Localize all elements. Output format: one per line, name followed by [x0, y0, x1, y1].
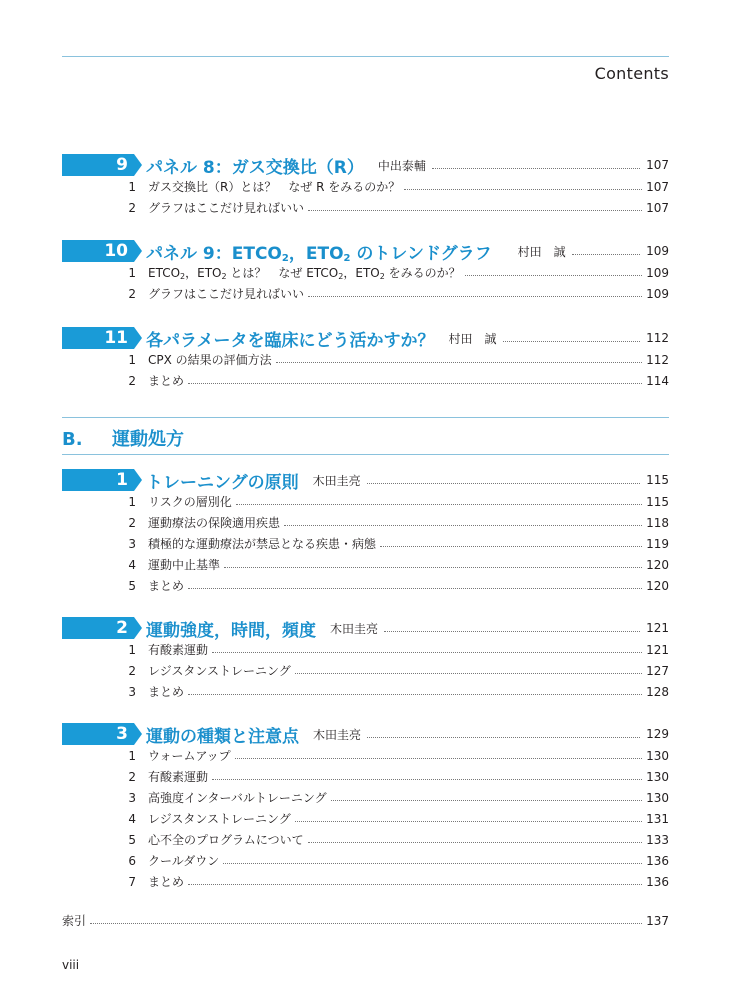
chevron-right-icon [134, 327, 142, 349]
toc-entry[interactable] [62, 283, 669, 304]
chapter-10[interactable] [62, 240, 669, 304]
entry-title: 心不全のプログラムについて [148, 833, 304, 847]
entry-title: レジスタンストレーニング [148, 664, 291, 678]
chapter-9[interactable] [62, 154, 669, 218]
section-letter: B. [62, 429, 83, 450]
dot-leader [308, 296, 642, 297]
entry-number: 1 [128, 179, 136, 194]
dot-leader [331, 800, 642, 801]
dot-leader [224, 567, 642, 568]
entry-number: 3 [128, 790, 136, 805]
dot-leader [308, 210, 642, 211]
dot-leader [284, 525, 642, 526]
chevron-right-icon [134, 469, 142, 491]
toc-entry[interactable] [62, 575, 669, 596]
entry-page: 131 [646, 811, 669, 826]
index-label: 索引 [62, 914, 87, 928]
chapter-page: 107 [646, 158, 669, 172]
entry-number: 6 [128, 853, 136, 868]
chapter-heading[interactable] [62, 617, 669, 639]
entry-number: 1 [128, 642, 136, 657]
entry-page: 114 [646, 373, 669, 388]
toc-entry[interactable] [62, 745, 669, 766]
entry-number: 2 [128, 515, 136, 530]
chevron-right-icon [134, 723, 142, 745]
dot-leader [367, 737, 640, 738]
entry-number: 1 [128, 265, 136, 280]
toc-entry[interactable] [62, 370, 669, 391]
chapter-number-bar: 2 [62, 617, 134, 639]
dot-leader [223, 863, 642, 864]
chapter-author: 木田圭亮 [312, 473, 361, 488]
entry-title: グラフはここだけ見ればいい [148, 201, 305, 215]
chapter-title: 運動の種類と注意点 [146, 726, 299, 747]
chapter-heading[interactable] [62, 327, 669, 349]
dot-leader [188, 884, 642, 885]
chapter-title: パネル 9：$ETCO_2$，$ETO_2$ のトレンドグラフ [146, 243, 492, 264]
toc-entry[interactable] [62, 660, 669, 681]
entry-page: 127 [646, 663, 669, 678]
entry-page: 136 [646, 874, 669, 889]
entry-title: 高強度インターバルトレーニング [148, 791, 327, 805]
chapter-page: 129 [646, 727, 669, 741]
chevron-right-icon [134, 154, 142, 176]
toc-entry[interactable] [62, 349, 669, 370]
toc-entry[interactable] [62, 512, 669, 533]
entry-title: クールダウン [148, 854, 220, 868]
chapter-heading[interactable] [62, 240, 669, 262]
dot-leader [432, 168, 640, 169]
chapter-page: 115 [646, 473, 669, 487]
chapter-author: 木田圭亮 [313, 727, 362, 742]
entry-title: まとめ [148, 579, 185, 593]
entry-number: 1 [128, 748, 136, 763]
toc-entry[interactable] [62, 766, 669, 787]
entry-number: 5 [128, 832, 136, 847]
chapter-b3[interactable] [62, 723, 669, 892]
dot-leader [90, 923, 642, 924]
entry-title: まとめ [148, 685, 185, 699]
dot-leader [404, 189, 642, 190]
dot-leader [212, 652, 642, 653]
dot-leader [465, 275, 642, 276]
dot-leader [212, 779, 642, 780]
section-rule-top [62, 417, 669, 418]
entry-number: 7 [128, 874, 136, 889]
chapter-number-bar: 10 [62, 240, 134, 262]
chapter-number-bar: 11 [62, 327, 134, 349]
dot-leader [384, 631, 640, 632]
chapter-title: トレーニングの原則 [146, 472, 299, 493]
index-page: 137 [646, 913, 669, 928]
chapter-page: 109 [646, 244, 669, 258]
toc-entry[interactable] [62, 533, 669, 554]
entry-title: 積極的な運動療法が禁忌となる疾患・病態 [148, 537, 377, 551]
entry-page: 128 [646, 684, 669, 699]
entry-page: 112 [646, 352, 669, 367]
header-rule [62, 56, 669, 57]
entry-number: 1 [128, 494, 136, 509]
dot-leader [380, 546, 642, 547]
toc-entry[interactable] [62, 491, 669, 512]
chapter-number-bar: 3 [62, 723, 134, 745]
entry-number: 2 [128, 200, 136, 215]
entry-title: $ETCO_2$，$ETO_2$ とは？ なぜ $ETCO_2$，$ETO_2$ をみるのか？ [148, 266, 461, 281]
section-title: 運動処方 [112, 429, 184, 450]
chapter-number-bar: 9 [62, 154, 134, 176]
chapter-heading[interactable] [62, 469, 669, 491]
chapter-11[interactable] [62, 327, 669, 391]
entry-title: 有酸素運動 [148, 643, 209, 657]
entry-page: 121 [646, 642, 669, 657]
entry-page: 107 [646, 179, 669, 194]
chapter-author: 中出泰輔 [377, 158, 426, 173]
chapter-number-bar: 1 [62, 469, 134, 491]
entry-page: 109 [646, 286, 669, 301]
dot-leader [295, 821, 642, 822]
toc-entry[interactable] [62, 808, 669, 829]
dot-leader [503, 341, 641, 342]
page-folio: viii [62, 958, 80, 972]
entry-page: 133 [646, 832, 669, 847]
chapter-author: 村田 誠 [448, 331, 497, 346]
toc-entry[interactable] [62, 262, 669, 283]
chevron-right-icon [134, 617, 142, 639]
toc-entry[interactable] [62, 681, 669, 702]
entry-title: ガス交換比（R）とは？ なぜ R をみるのか？ [148, 180, 401, 194]
chapter-page: 121 [646, 621, 669, 635]
chapter-heading[interactable] [62, 154, 669, 176]
dot-leader [236, 504, 642, 505]
dot-leader [572, 254, 640, 255]
dot-leader [188, 588, 642, 589]
toc-entry[interactable] [62, 829, 669, 850]
chevron-right-icon [134, 240, 142, 262]
entry-number: 5 [128, 578, 136, 593]
entry-title: ウォームアップ [148, 749, 231, 763]
toc-entry[interactable] [62, 850, 669, 871]
section-rule-bottom [62, 454, 669, 455]
dot-leader [367, 483, 640, 484]
toc-entry[interactable] [62, 176, 669, 197]
entry-page: 136 [646, 853, 669, 868]
toc-entry[interactable] [62, 787, 669, 808]
dot-leader [295, 673, 642, 674]
entry-number: 2 [128, 663, 136, 678]
entry-title: グラフはここだけ見ればいい [148, 287, 305, 301]
entry-number: 2 [128, 286, 136, 301]
dot-leader [188, 383, 642, 384]
entry-title: 運動療法の保険適用疾患 [148, 516, 281, 530]
entry-title: 運動中止基準 [148, 558, 221, 572]
entry-number: 1 [128, 352, 136, 367]
entry-number: 2 [128, 373, 136, 388]
entry-title: まとめ [148, 875, 185, 889]
chapter-author: 村田 誠 [517, 244, 566, 259]
entry-number: 3 [128, 684, 136, 699]
entry-number: 4 [128, 811, 136, 826]
chapter-b1[interactable] [62, 469, 669, 596]
chapter-author: 木田圭亮 [330, 621, 379, 636]
section-b-heading[interactable] [62, 425, 184, 451]
entry-title: レジスタンストレーニング [148, 812, 291, 826]
entry-title: まとめ [148, 374, 185, 388]
dot-leader [276, 362, 642, 363]
entry-number: 4 [128, 557, 136, 572]
entry-page: 107 [646, 200, 669, 215]
entry-title: CPX の結果の評価方法 [148, 353, 272, 367]
toc-entry[interactable] [62, 554, 669, 575]
chapter-title: 各パラメータを臨床にどう活かすか？ [146, 330, 435, 351]
chapter-page: 112 [646, 331, 669, 345]
entry-page: 130 [646, 769, 669, 784]
entry-number: 3 [128, 536, 136, 551]
entry-page: 130 [646, 748, 669, 763]
toc-entry[interactable] [62, 871, 669, 892]
entry-title: 有酸素運動 [148, 770, 209, 784]
chapter-title: 運動強度，時間，頻度 [146, 620, 316, 641]
toc-entry[interactable] [62, 639, 669, 660]
toc-entry-index[interactable] [62, 912, 669, 929]
dot-leader [308, 842, 642, 843]
entry-page: 120 [646, 557, 669, 572]
entry-page: 118 [646, 515, 669, 530]
entry-page: 109 [646, 265, 669, 280]
entry-number: 2 [128, 769, 136, 784]
entry-title: リスクの層別化 [148, 495, 232, 509]
entry-page: 119 [646, 536, 669, 551]
contents-label: Contents [594, 64, 669, 83]
entry-page: 115 [646, 494, 669, 509]
entry-page: 120 [646, 578, 669, 593]
chapter-title: パネル 8：ガス交換比（R） [146, 157, 364, 178]
chapter-b2[interactable] [62, 617, 669, 702]
toc-entry[interactable] [62, 197, 669, 218]
chapter-heading[interactable] [62, 723, 669, 745]
dot-leader [235, 758, 642, 759]
entry-page: 130 [646, 790, 669, 805]
dot-leader [188, 694, 642, 695]
